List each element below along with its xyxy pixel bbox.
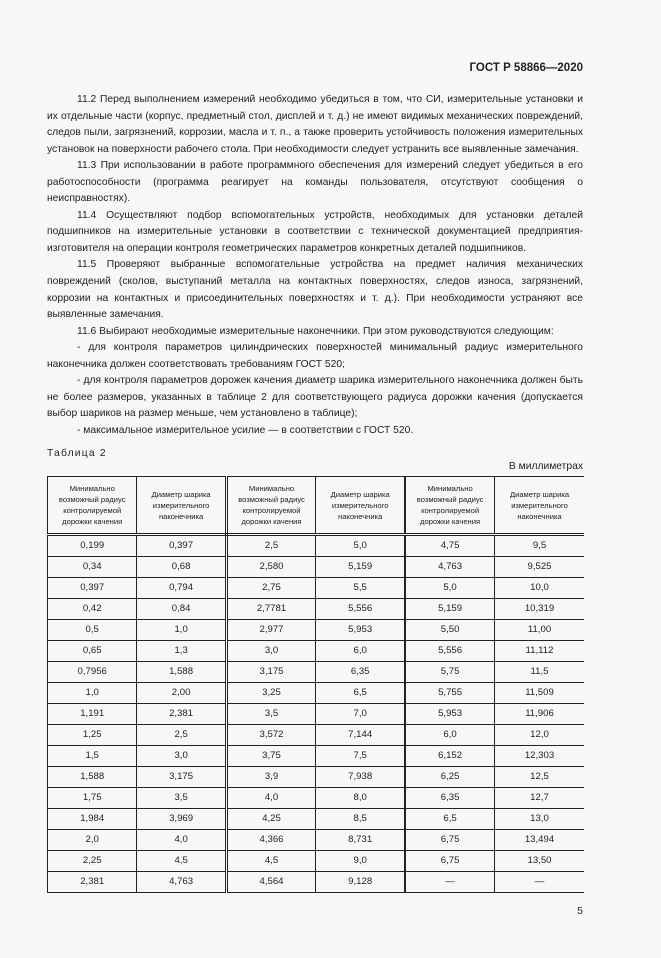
column-header: Минимально возможный радиус контролируемой дорожки качения (405, 477, 494, 535)
table-cell: 4,564 (226, 872, 315, 893)
table-cell: 5,159 (405, 599, 494, 620)
table-cell: 4,75 (405, 535, 494, 557)
table-cell: 3,5 (137, 788, 226, 809)
table-cell: 1,0 (48, 683, 137, 704)
table-cell: 2,381 (137, 704, 226, 725)
table-cell: 3,969 (137, 809, 226, 830)
table-cell: 2,381 (48, 872, 137, 893)
list-item: - для контроля параметров цилиндрических поверхностей минимальный радиус измерительного наконечника должен соответствовать требованиям ГОСТ 520; (47, 342, 583, 370)
table-row (48, 725, 585, 746)
table-cell: 2,00 (137, 683, 226, 704)
table-cell: 9,5 (495, 535, 584, 557)
table-cell: 3,175 (137, 767, 226, 788)
table-row (48, 641, 585, 662)
table-cell: 5,50 (405, 620, 494, 641)
table-cell: 5,755 (405, 683, 494, 704)
table-cell: 0,7956 (48, 662, 137, 683)
table-cell: 8,731 (316, 830, 405, 851)
table-cell: 8,5 (316, 809, 405, 830)
table-cell: 12,303 (495, 746, 584, 767)
table-cell: 6,35 (405, 788, 494, 809)
table-cell: 2,5 (137, 725, 226, 746)
table-cell: 0,397 (137, 535, 226, 557)
table-cell: 2,580 (226, 557, 315, 578)
table-row (48, 620, 585, 641)
table-cell: 6,152 (405, 746, 494, 767)
table-cell: 9,128 (316, 872, 405, 893)
table-cell: 6,5 (316, 683, 405, 704)
table-cell: 1,588 (137, 662, 226, 683)
table-cell: 13,494 (495, 830, 584, 851)
table-row (48, 788, 585, 809)
paragraph-11-2: 11.2 Перед выполнением измерений необходимо убедиться в том, что СИ, измерительные установки и их отдельные части (корпус, предметный стол, дисплей и т. д.) не имеют видимых механических повреждений, следов пыли, загрязнений, коррозии, масла и т. п., а также проверить устойчивость положения измерительных установок на поверхности рабочего стола. При необходимости следует устранить все выявленные замечания. (47, 94, 583, 155)
table-row (48, 599, 585, 620)
table-cell: 1,191 (48, 704, 137, 725)
table-cell: 3,572 (226, 725, 315, 746)
table-row (48, 767, 585, 788)
table-row (48, 704, 585, 725)
table-cell: 3,25 (226, 683, 315, 704)
table-cell: 4,763 (405, 557, 494, 578)
table-cell: 12,5 (495, 767, 584, 788)
table-cell: 0,199 (48, 535, 137, 557)
table-cell: 9,525 (495, 557, 584, 578)
table-cell: 1,984 (48, 809, 137, 830)
table-cell: 2,0 (48, 830, 137, 851)
table-cell: — (495, 872, 584, 893)
table-row (48, 809, 585, 830)
table-cell: 2,5 (226, 535, 315, 557)
column-header: Диаметр шарика измерительного наконечника (316, 477, 405, 535)
page-number: 5 (577, 905, 583, 918)
table-cell: 1,5 (48, 746, 137, 767)
table-cell: 1,25 (48, 725, 137, 746)
table-cell: — (405, 872, 494, 893)
table-cell: 1,75 (48, 788, 137, 809)
table-cell: 0,84 (137, 599, 226, 620)
table-cell: 4,5 (226, 851, 315, 872)
table-cell: 4,25 (226, 809, 315, 830)
table-cell: 6,0 (405, 725, 494, 746)
table-cell: 6,5 (405, 809, 494, 830)
table-cell: 0,34 (48, 557, 137, 578)
table-cell: 3,0 (226, 641, 315, 662)
paragraph-11-3: 11.3 При использовании в работе программного обеспечения для измерений следует убедиться в его работоспособности (программа реагирует на команды пользователя, отсутствуют сообщения о неисправностях). (47, 160, 583, 205)
table-cell: 6,35 (316, 662, 405, 683)
table-row (48, 535, 585, 557)
table-row (48, 746, 585, 767)
table-row (48, 662, 585, 683)
table-cell: 0,397 (48, 578, 137, 599)
list-item: - максимальное измерительное усилие — в соответствии с ГОСТ 520. (77, 424, 414, 436)
table-cell: 12,7 (495, 788, 584, 809)
table-cell: 6,75 (405, 851, 494, 872)
table-row (48, 683, 585, 704)
table-row (48, 851, 585, 872)
table-cell: 4,5 (137, 851, 226, 872)
paragraph-11-4: 11.4 Осуществляют подбор вспомогательных устройств, необходимых для установки деталей подшипников на измерительные установки в соответствии с технической документацией предприятия-изготовителя на операции контроля геометрических параметров конкретных деталей подшипников. (47, 209, 583, 254)
table-cell: 2,977 (226, 620, 315, 641)
table-cell: 0,68 (137, 557, 226, 578)
table-cell: 13,50 (495, 851, 584, 872)
column-header: Минимально возможный радиус контролируемой дорожки качения (48, 477, 137, 535)
table-cell: 3,9 (226, 767, 315, 788)
table-cell: 11,112 (495, 641, 584, 662)
table-cell: 1,0 (137, 620, 226, 641)
table-cell: 10,319 (495, 599, 584, 620)
table-cell: 5,159 (316, 557, 405, 578)
table-cell: 1,3 (137, 641, 226, 662)
paragraph-11-5: 11.5 Проверяют выбранные вспомогательные устройства на предмет наличия механических повреждений (сколов, выступаний металла на контактных поверхностях, следов износа, загрязнений, коррозии на контактных и присоединительных поверхностях и т. д.). При необходимости устраняют все выявленные замечания. (47, 259, 583, 321)
table-cell: 5,556 (405, 641, 494, 662)
table-cell: 8,0 (316, 788, 405, 809)
table-cell: 2,7781 (226, 599, 315, 620)
table-cell: 1,588 (48, 767, 137, 788)
table-cell: 5,75 (405, 662, 494, 683)
table-cell: 11,00 (495, 620, 584, 641)
table-cell: 5,0 (405, 578, 494, 599)
table-cell: 4,763 (137, 872, 226, 893)
table-cell: 4,366 (226, 830, 315, 851)
table-cell: 7,144 (316, 725, 405, 746)
table-cell: 11,906 (495, 704, 584, 725)
table-cell: 6,75 (405, 830, 494, 851)
table-cell: 7,0 (316, 704, 405, 725)
column-header: Минимально возможный радиус контролируемой дорожки качения (226, 477, 315, 535)
table-cell: 0,42 (48, 599, 137, 620)
table-cell: 5,953 (405, 704, 494, 725)
table-cell: 5,5 (316, 578, 405, 599)
table-cell: 7,5 (316, 746, 405, 767)
table-cell: 5,556 (316, 599, 405, 620)
column-header: Диаметр шарика измерительного наконечника (495, 477, 584, 535)
table-unit: В миллиметрах (508, 461, 583, 473)
table-cell: 0,794 (137, 578, 226, 599)
table-cell: 5,953 (316, 620, 405, 641)
table-cell: 4,0 (137, 830, 226, 851)
table-cell: 11,509 (495, 683, 584, 704)
table-cell: 3,5 (226, 704, 315, 725)
table-row (48, 557, 585, 578)
paragraph-11-6: 11.6 Выбирают необходимые измерительные наконечники. При этом руководствуются следующим: (77, 325, 554, 337)
table-cell: 4,0 (226, 788, 315, 809)
table-cell: 10,0 (495, 578, 584, 599)
column-header: Диаметр шарика измерительного наконечника (137, 477, 226, 535)
table-cell: 3,0 (137, 746, 226, 767)
list-item: - для контроля параметров дорожек качения диаметр шарика измерительного наконечника должен быть не более размеров, указанных в таблице 2 для соответствующего радиуса дорожки качения (допускается выбор шариков на размер меньше, чем установлено в таблице); (47, 375, 583, 420)
table-cell: 6,25 (405, 767, 494, 788)
table-cell: 2,75 (226, 578, 315, 599)
table-row (48, 578, 585, 599)
ball-diameter-table (47, 476, 584, 893)
table-row (48, 872, 585, 893)
table-caption: Таблица 2 (47, 448, 107, 460)
table-cell: 5,0 (316, 535, 405, 557)
document-number: ГОСТ Р 58866—2020 (469, 62, 583, 74)
table-cell: 0,5 (48, 620, 137, 641)
table-row (48, 830, 585, 851)
table-header-row (48, 477, 585, 535)
table-cell: 3,175 (226, 662, 315, 683)
table-cell: 6,0 (316, 641, 405, 662)
table-cell: 12,0 (495, 725, 584, 746)
table-cell: 7,938 (316, 767, 405, 788)
table-cell: 13,0 (495, 809, 584, 830)
body-text (47, 92, 583, 439)
table-cell: 2,25 (48, 851, 137, 872)
table-cell: 0,65 (48, 641, 137, 662)
table-cell: 11,5 (495, 662, 584, 683)
table-cell: 9,0 (316, 851, 405, 872)
table-cell: 3,75 (226, 746, 315, 767)
